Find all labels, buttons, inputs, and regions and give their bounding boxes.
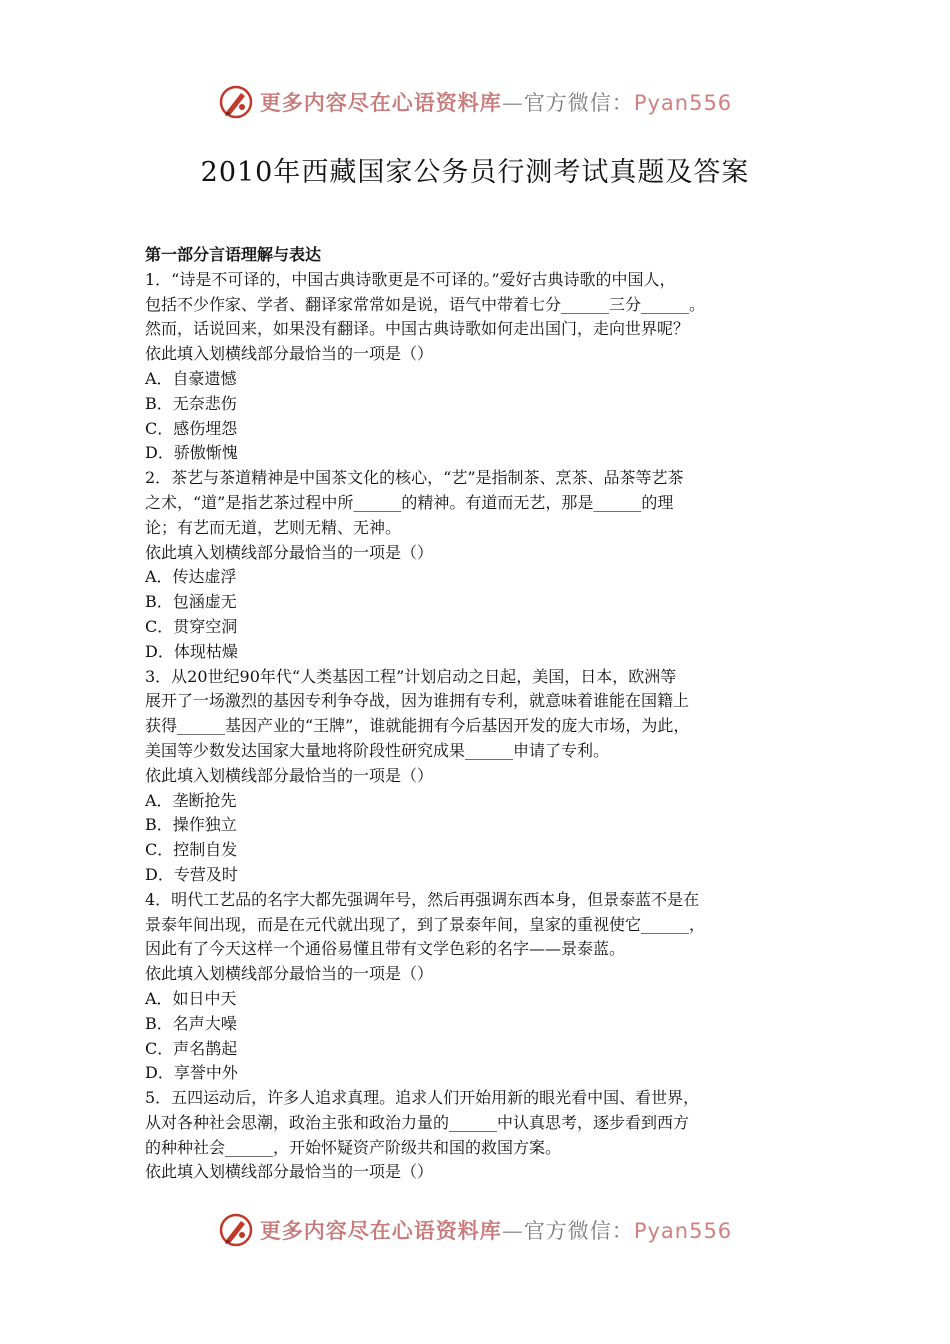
question-line: 美国等少数发达国家大量地将阶段性研究成果______申请了专利。 xyxy=(145,740,610,760)
question-line: 1．“诗是不可译的，中国古典诗歌更是不可译的。”爱好古典诗歌的中国人， xyxy=(145,269,676,289)
option-c: C．声名鹊起 xyxy=(145,1038,238,1058)
question-line: 然而，话说回来，如果没有翻译。中国古典诗歌如何走出国门，走向世界呢？ xyxy=(145,319,690,339)
question-line: 获得______基因产业的“王牌”，谁就能拥有今后基因开发的庞大市场，为此， xyxy=(145,716,690,736)
option-d: D．骄傲惭愧 xyxy=(145,443,238,463)
question-prompt: 依此填入划横线部分最恰当的一项是（） xyxy=(145,765,434,785)
question-prompt: 依此填入划横线部分最恰当的一项是（） xyxy=(145,964,434,984)
question-prompt: 依此填入划横线部分最恰当的一项是（） xyxy=(145,344,434,364)
option-b: B．包涵虚无 xyxy=(145,592,237,612)
watermark-text: 更多内容尽在心语资料库—官方微信：Pyan556 xyxy=(259,1219,733,1243)
option-d: D．专营及时 xyxy=(145,864,238,884)
question-line: 论；有艺而无道，艺则无精、无神。 xyxy=(145,517,402,537)
pen-logo-icon xyxy=(218,84,254,120)
option-b: B．操作独立 xyxy=(145,815,237,835)
question-2 xyxy=(145,466,820,664)
question-4 xyxy=(145,888,820,1086)
question-prompt: 依此填入划横线部分最恰当的一项是（） xyxy=(145,1162,434,1182)
question-line: 3．从20世纪90年代“人类基因工程”计划启动之日起，美国，日本，欧洲等 xyxy=(145,666,677,686)
question-line: 2．茶艺与茶道精神是中国茶文化的核心，“艺”是指制茶、烹茶、品茶等艺茶 xyxy=(145,468,684,488)
question-3 xyxy=(145,665,820,888)
question-line: 5．五四运动后，许多人追求真理。追求人们开始用新的眼光看中国、看世界， xyxy=(145,1088,700,1108)
question-line: 景泰年间出现，而是在元代就出现了，到了景泰年间，皇家的重视使它______， xyxy=(145,914,706,934)
document-body xyxy=(145,243,820,1185)
pen-logo-icon xyxy=(218,1212,254,1248)
option-d: D．体现枯燥 xyxy=(145,641,238,661)
option-d: D．享誉中外 xyxy=(145,1063,238,1083)
question-line: 包括不少作家、学者、翻译家常常如是说，语气中带着七分______三分______。 xyxy=(145,294,706,314)
question-1 xyxy=(145,268,820,466)
question-5 xyxy=(145,1086,820,1185)
question-line: 之术，“道”是指艺茶过程中所______的精神。有道而无艺，那是______的理 xyxy=(145,492,674,512)
question-line: 的种种社会______，开始怀疑资产阶级共和国的救国方案。 xyxy=(145,1137,562,1157)
option-b: B．名声大噪 xyxy=(145,1013,237,1033)
option-a: A．传达虚浮 xyxy=(145,567,237,587)
option-a: A．如日中天 xyxy=(145,988,237,1008)
question-prompt: 依此填入划横线部分最恰当的一项是（） xyxy=(145,542,434,562)
option-c: C．感伤埋怨 xyxy=(145,418,238,438)
option-b: B．无奈悲伤 xyxy=(145,393,237,413)
option-a: A．自豪遗憾 xyxy=(145,368,237,388)
header-watermark xyxy=(0,80,950,124)
document-title: 2010年西藏国家公务员行测考试真题及答案 xyxy=(200,157,750,188)
question-line: 因此有了今天这样一个通俗易懂且带有文学色彩的名字——景泰蓝。 xyxy=(145,939,626,959)
question-line: 展开了一场激烈的基因专利争夺战，因为谁拥有专利，就意味着谁能在国籍上 xyxy=(145,691,690,711)
option-a: A．垄断抢先 xyxy=(145,790,237,810)
question-line: 从对各种社会思潮，政治主张和政治力量的______中认真思考，逐步看到西方 xyxy=(145,1112,690,1132)
option-c: C．贯穿空洞 xyxy=(145,616,238,636)
watermark-text: 更多内容尽在心语资料库—官方微信：Pyan556 xyxy=(259,91,733,115)
question-line: 4．明代工艺品的名字大都先强调年号，然后再强调东西本身，但景泰蓝不是在 xyxy=(145,889,700,909)
option-c: C．控制自发 xyxy=(145,840,238,860)
section-title: 第一部分言语理解与表达 xyxy=(145,245,322,264)
footer-watermark xyxy=(0,1208,950,1252)
